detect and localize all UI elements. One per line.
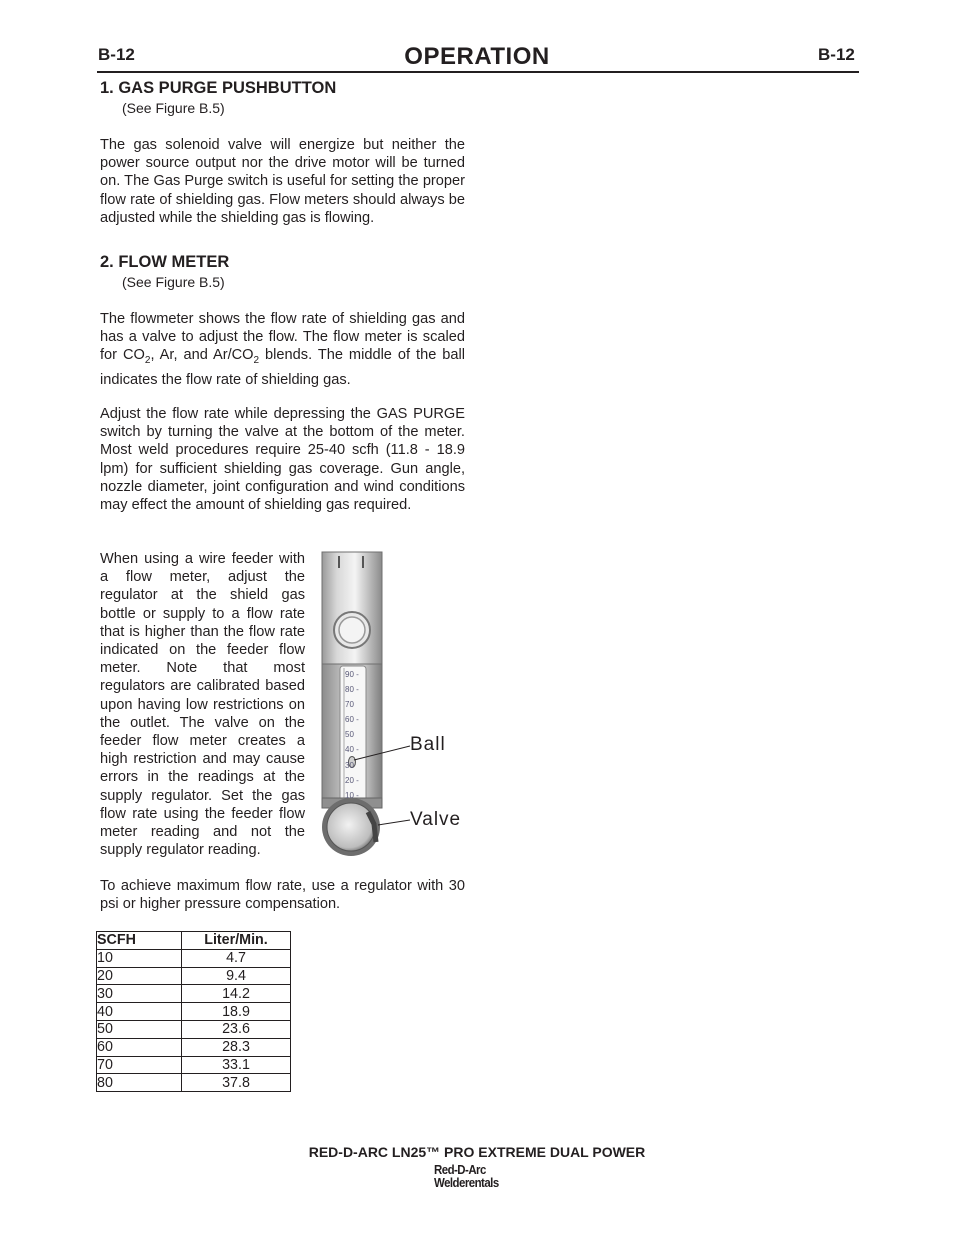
section-heading-gas-purge: 1. GAS PURGE PUSHBUTTON [100, 79, 337, 97]
liter-cell: 33.1 [182, 1056, 291, 1074]
table-row [97, 1038, 291, 1056]
footer-product-title: RED-D-ARC LN25™ PRO EXTREME DUAL POWER [308, 1144, 646, 1160]
section-heading-flow-meter: 2. FLOW METER [100, 253, 230, 271]
scfh-cell: 20 [97, 967, 182, 985]
table-row [97, 967, 291, 985]
liter-cell: 4.7 [182, 949, 291, 967]
ball-label: Ball [410, 734, 446, 755]
table-row [97, 1003, 291, 1021]
page-title: OPERATION [404, 43, 550, 70]
regulator-paragraph: To achieve maximum flow rate, use a regulator with 30 psi or higher pressure compensation. [100, 878, 465, 913]
scfh-cell: 40 [97, 1003, 182, 1021]
scale-mark: 90 - [345, 670, 359, 679]
flow-meter-paragraph: The flowmeter shows the flow rate of shielding gas and has a valve to adjust the flow. The flow meter is scaled for $CO_2$, Ar, and $Ar/CO_2$ blends. The middle of the ball indicates the flow rate of shielding gas. [100, 311, 465, 388]
column-header-liter-min: Liter/Min. [182, 932, 291, 950]
liter-cell: 28.3 [182, 1038, 291, 1056]
scfh-cell: 70 [97, 1056, 182, 1074]
flow-conversion-table [96, 931, 291, 1092]
scfh-cell: 50 [97, 1020, 182, 1038]
wire-feeder-paragraph: When using a wire feeder with a flow meter, adjust the regulator at the shield gas bottle or supply to a flow rate that is higher than the flow rate indicated on the feeder flow meter. Note that most regulators are calibrated based upon having low restrictions on the outlet. The valve on the feeder flow meter creates a high restriction and may cause errors in the readings at the supply regulator. Set the gas flow rate using the feeder flow meter reading and not the supply regulator reading. [100, 551, 305, 859]
page-number-right: B-12 [818, 45, 855, 64]
scale-mark: 30 [345, 760, 354, 770]
header-rule [97, 71, 859, 73]
logo-line-1: Red-D-Arc [434, 1162, 486, 1177]
valve-label: Valve [410, 809, 462, 830]
table-row [97, 1074, 291, 1092]
flow-scale [345, 667, 359, 803]
column-header-scfh: SCFH [97, 932, 182, 950]
table-row [97, 949, 291, 967]
scale-mark: 10 - [345, 790, 359, 800]
scale-mark: 80 - [345, 685, 359, 695]
figure-reference: (See Figure B.5) [122, 100, 225, 116]
table-row [97, 1056, 291, 1074]
figure-reference: (See Figure B.5) [122, 274, 225, 290]
scale-mark: 50 [345, 730, 354, 740]
scale-mark: 70 [345, 700, 354, 710]
scale-mark: 60 - [345, 715, 359, 725]
scale-mark: 40 - [345, 745, 359, 755]
gas-purge-paragraph: The gas solenoid valve will energize but neither the power source output nor the drive motor will be turned on. The Gas Purge switch is useful for setting the proper flow rate of shielding gas. Flow meters should always be adjusted while the shielding gas is flowing. [100, 137, 465, 226]
adjust-flow-paragraph: Adjust the flow rate while depressing the GAS PURGE switch by turning the valve at the bottom of the meter. Most weld procedures require 25-40 scfh (11.8 - 18.9 lpm) for sufficient shielding gas coverage. Gun angle, nozzle diameter, joint configuration and wind conditions may effect the amount of shielding gas required. [100, 406, 465, 514]
red-d-arc-logo [434, 1163, 524, 1189]
scfh-cell: 10 [97, 949, 182, 967]
table-row [97, 985, 291, 1003]
liter-cell: 9.4 [182, 967, 291, 985]
scfh-cell: 60 [97, 1038, 182, 1056]
liter-cell: 23.6 [182, 1020, 291, 1038]
liter-cell: 18.9 [182, 1003, 291, 1021]
table-header-row [97, 932, 291, 950]
scfh-cell: 80 [97, 1074, 182, 1092]
scfh-cell: 30 [97, 985, 182, 1003]
logo-line-2: Welderentals [434, 1175, 499, 1190]
liter-cell: 14.2 [182, 985, 291, 1003]
page-number-left: B-12 [98, 45, 135, 64]
scale-mark: 20 - [345, 775, 359, 785]
liter-cell: 37.8 [182, 1074, 291, 1092]
table-row [97, 1020, 291, 1038]
